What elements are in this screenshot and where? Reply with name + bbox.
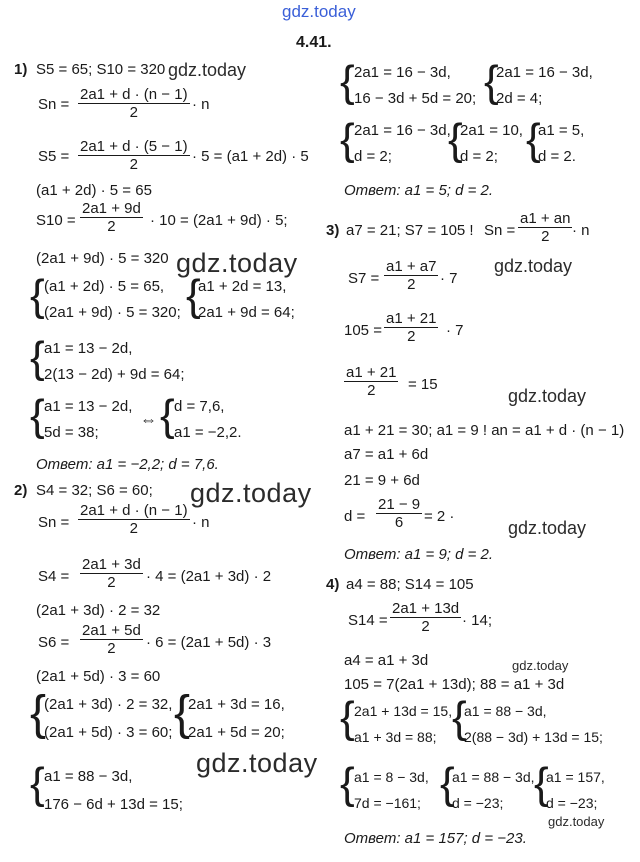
part1-s10-lhs: S10 = <box>36 212 76 229</box>
system-brace: { <box>30 271 45 320</box>
fraction-denominator: 2 <box>407 328 416 345</box>
part1-sys1-b: (2a1 + 9d) · 5 = 320; <box>44 304 181 321</box>
part2-cont-sys2-b: 2d = 4; <box>496 90 543 107</box>
fraction-numerator: a1 + 21 <box>386 310 437 327</box>
part3-eq1-rhs: · 7 <box>446 322 464 339</box>
part4-given: a4 = 88; S14 = 105 <box>346 576 474 593</box>
part3-eq2-rhs: = 15 <box>408 376 438 393</box>
fraction-denominator: 2 <box>367 382 376 399</box>
system-brace: { <box>30 687 47 740</box>
part4-sys4-b: d = −23; <box>452 795 504 811</box>
part4-sys2-b: 2(88 − 3d) + 13d = 15; <box>464 729 603 745</box>
watermark-top: gdz.today <box>282 2 356 21</box>
part2-sys1-a: (2a1 + 3d) · 2 = 32, <box>44 696 173 713</box>
part1-sys2-b: 2a1 + 9d = 64; <box>198 304 295 321</box>
part2-s4-rhs: · 4 = (2a1 + 3d) · 2 <box>146 568 272 585</box>
part2-s4-lhs: S4 = <box>38 568 70 585</box>
part4-s14-fraction <box>390 600 461 635</box>
watermark: gdz.today <box>176 248 298 278</box>
fraction-denominator: 2 <box>107 218 116 235</box>
part3-eq5: 21 = 9 + 6d <box>344 472 420 489</box>
part3-eq6-rhs: = 2 · <box>424 508 455 525</box>
part1-formula-lhs: Sn = <box>38 96 70 113</box>
part4-eq1: a4 = a1 + 3d <box>344 652 429 669</box>
part3-label: 3) <box>326 222 340 239</box>
part4-eq2: 105 = 7(2a1 + 13d); 88 = a1 + 3d <box>344 676 565 693</box>
part2-cont-sys5-a: a1 = 5, <box>538 122 585 139</box>
part1-s5-rhs: · 5 = (a1 + 2d) · 5 <box>192 148 309 165</box>
part4-s14-lhs: S14 = <box>348 612 388 629</box>
part1-answer: Ответ: a1 = −2,2; d = 7,6. <box>36 456 219 473</box>
fraction-numerator: a1 + 21 <box>346 364 397 381</box>
fraction-denominator: 2 <box>129 520 138 537</box>
fraction-denominator: 2 <box>129 156 138 173</box>
part2-eq1: (2a1 + 3d) · 2 = 32 <box>36 602 161 619</box>
fraction-numerator: a1 + an <box>520 210 571 227</box>
fraction-numerator: 2a1 + d · (n − 1) <box>80 502 188 519</box>
part3-s7-rhs: · 7 <box>440 270 458 287</box>
watermark: gdz.today <box>196 748 318 778</box>
part2-formula-rhs: · n <box>192 514 210 531</box>
part2-label: 2) <box>14 482 28 499</box>
part4-sys1-b: a1 + 3d = 88; <box>354 729 437 745</box>
part2-sys1-b: (2a1 + 5d) · 3 = 60; <box>44 724 173 741</box>
part1-s5-lhs: S5 = <box>38 148 70 165</box>
watermark: gdz.today <box>168 60 247 80</box>
part2-eq2: (2a1 + 5d) · 3 = 60 <box>36 668 161 685</box>
part2-cont-sys5-b: d = 2. <box>538 148 576 165</box>
part2-formula-fraction <box>78 502 190 537</box>
part3-eq1-lhs: 105 = <box>344 322 382 339</box>
part2-cont-sys3-b: d = 2; <box>354 148 392 165</box>
part3-formula-lhs: Sn = <box>484 222 516 239</box>
part2-cont-sys2-a: 2a1 = 16 − 3d, <box>496 64 593 81</box>
system-brace: { <box>160 391 175 440</box>
part2-given: S4 = 32; S6 = 60; <box>36 482 153 499</box>
watermark: gdz.today <box>494 256 573 276</box>
part4-sys3-b: 7d = −161; <box>354 795 421 811</box>
fraction-numerator: 2a1 + d · (5 − 1) <box>80 138 188 155</box>
part1-sys2-a: a1 + 2d = 13, <box>198 278 287 295</box>
part1-formula-rhs: · n <box>192 96 210 113</box>
watermark: gdz.today <box>548 814 605 829</box>
fraction-numerator: 2a1 + d · (n − 1) <box>80 86 188 103</box>
system-brace: { <box>440 759 455 808</box>
watermark: gdz.today <box>508 386 587 406</box>
part1-eq1: (a1 + 2d) · 5 = 65 <box>36 182 152 199</box>
watermark: gdz.today <box>512 658 569 673</box>
part4-s14-rhs: · 14; <box>462 612 493 629</box>
fraction-denominator: 2 <box>421 618 430 635</box>
fraction-numerator: 2a1 + 9d <box>82 200 141 217</box>
part1-sys3-a: a1 = 13 − 2d, <box>44 340 133 357</box>
fraction-numerator: a1 + a7 <box>386 258 437 275</box>
part2-sys2-b: 2a1 + 5d = 20; <box>188 724 285 741</box>
part1-sys5-a: d = 7,6, <box>174 398 225 415</box>
part4-sys5-b: d = −23; <box>546 795 598 811</box>
system-brace: { <box>448 115 463 164</box>
part1-label: 1) <box>14 61 28 78</box>
system-brace: { <box>340 57 355 106</box>
part3-eq3: a1 + 21 = 30; a1 = 9 ! an = a1 + d · (n − 1) <box>344 422 625 439</box>
system-brace: { <box>30 759 45 808</box>
part3-formula-fraction <box>518 210 572 245</box>
part1-sys5-b: a1 = −2,2. <box>174 424 242 441</box>
fraction-denominator: 2 <box>541 228 550 245</box>
part1-s10-rhs: · 10 = (2a1 + 9d) · 5; <box>150 212 288 229</box>
part4-sys2-a: a1 = 88 − 3d, <box>464 703 547 719</box>
fraction-numerator: 2a1 + 13d <box>392 600 460 617</box>
part2-sys3-b: 176 − 6d + 13d = 15; <box>44 796 183 813</box>
part3-formula-rhs: · n <box>572 222 590 239</box>
system-brace: { <box>534 759 549 808</box>
system-brace: { <box>340 693 355 742</box>
part1-s5-fraction <box>78 138 190 173</box>
part3-eq2-fraction <box>344 364 398 399</box>
part1-sys1-a: (a1 + 2d) · 5 = 65, <box>44 278 165 295</box>
watermark: gdz.today <box>508 518 587 538</box>
part1-eq2: (2a1 + 9d) · 5 = 320 <box>36 250 169 267</box>
part2-cont-sys1-a: 2a1 = 16 − 3d, <box>354 64 451 81</box>
system-brace: { <box>30 333 45 382</box>
part4-label: 4) <box>326 576 340 593</box>
part2-s6-lhs: S6 = <box>38 634 70 651</box>
system-brace: { <box>452 693 467 742</box>
part3-answer: Ответ: a1 = 9; d = 2. <box>344 546 494 563</box>
part2-sys2-a: 2a1 + 3d = 16, <box>188 696 285 713</box>
fraction-denominator: 6 <box>394 514 404 531</box>
fraction-denominator: 2 <box>107 640 116 657</box>
part4-sys5-a: a1 = 157, <box>546 769 605 785</box>
fraction-numerator: 2a1 + 3d <box>82 556 141 573</box>
part1-sys4-a: a1 = 13 − 2d, <box>44 398 133 415</box>
part3-eq6-lhs: d = <box>344 508 366 525</box>
part2-s6-fraction <box>80 622 143 657</box>
part2-cont-sys4-a: 2a1 = 10, <box>460 122 523 139</box>
fraction-denominator: 2 <box>129 104 138 121</box>
part3-eq1-fraction <box>384 310 438 345</box>
part2-answer: Ответ: a1 = 5; d = 2. <box>344 182 494 199</box>
part2-sys3-a: a1 = 88 − 3d, <box>44 768 133 785</box>
part3-s7-lhs: S7 = <box>348 270 380 287</box>
system-brace: { <box>174 687 191 740</box>
problem-number: 4.41. <box>296 34 332 51</box>
system-brace: { <box>30 391 45 440</box>
part1-formula-fraction <box>78 86 190 121</box>
part4-sys1-a: 2a1 + 13d = 15, <box>354 703 453 719</box>
part3-given: a7 = 21; S7 = 105 ! <box>346 222 474 239</box>
part3-eq4: a7 = a1 + 6d <box>344 446 429 463</box>
part2-formula-lhs: Sn = <box>38 514 70 531</box>
fraction-numerator: 21 − 9 <box>378 496 421 513</box>
system-brace: { <box>340 759 355 808</box>
part4-answer: Ответ: a1 = 157; d = −23. <box>344 830 527 847</box>
part2-s4-fraction <box>80 556 143 591</box>
part3-eq6-fraction <box>376 496 422 531</box>
system-brace: { <box>186 271 201 320</box>
part2-cont-sys3-a: 2a1 = 16 − 3d, <box>354 122 451 139</box>
part4-sys4-a: a1 = 88 − 3d, <box>452 769 535 785</box>
fraction-denominator: 2 <box>107 574 116 591</box>
part3-s7-fraction <box>384 258 438 293</box>
watermark: gdz.today <box>190 478 312 508</box>
fraction-numerator: 2a1 + 5d <box>82 622 141 639</box>
part1-sys3-b: 2(13 − 2d) + 9d = 64; <box>44 366 185 383</box>
part1-given: S5 = 65; S10 = 320 <box>36 61 166 78</box>
part4-sys3-a: a1 = 8 − 3d, <box>354 769 429 785</box>
system-brace: { <box>340 115 355 164</box>
part1-s10-fraction <box>80 200 143 235</box>
fraction-denominator: 2 <box>407 276 416 293</box>
system-brace: { <box>484 57 499 106</box>
part2-cont-sys4-b: d = 2; <box>460 148 498 165</box>
system-brace: { <box>526 115 541 164</box>
part2-s6-rhs: · 6 = (2a1 + 5d) · 3 <box>146 634 272 651</box>
part2-cont-sys1-b: 16 − 3d + 5d = 20; <box>354 90 477 107</box>
part1-sys4-b: 5d = 38; <box>44 424 99 441</box>
equivalence-arrow: ⇔ <box>140 410 157 429</box>
